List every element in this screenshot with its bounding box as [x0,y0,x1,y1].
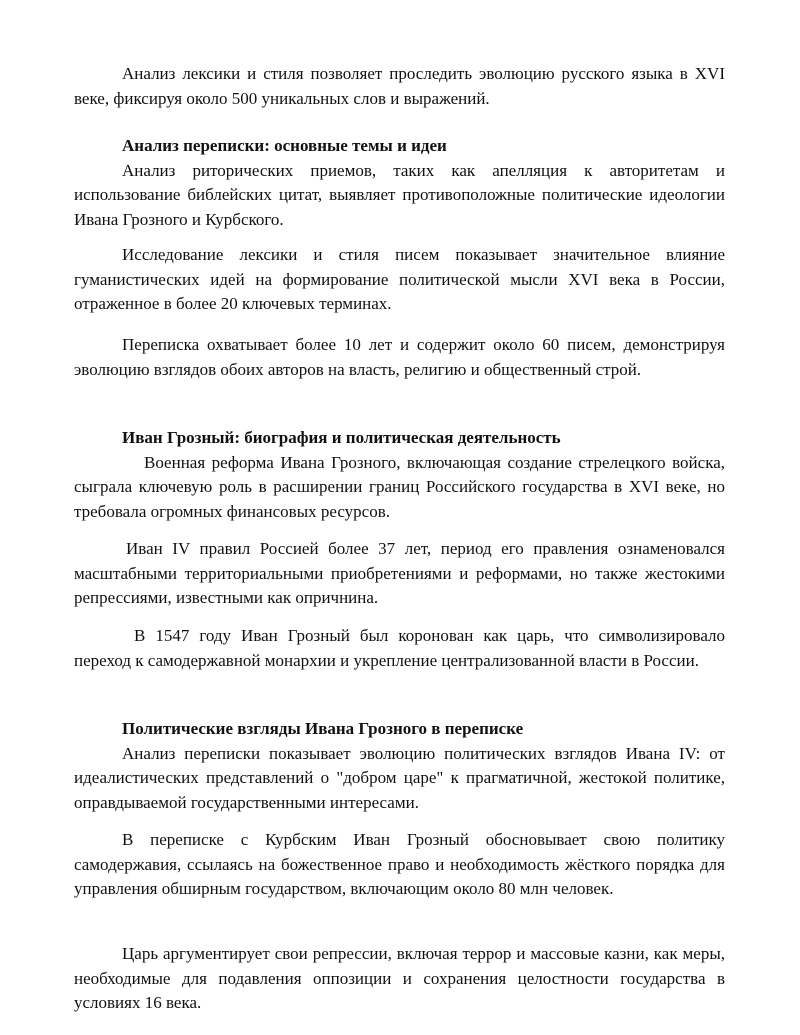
paragraph-autocracy-justification: В переписке с Курбским Иван Грозный обосновывает свою политику самодержавия, ссылаясь на божественное право и необходимость жёсткого порядка для управления обширным государством, включающим около 80 млн человек. [74,830,725,898]
section-correspondence-themes [74,134,725,232]
paragraph-humanism-influence: Исследование лексики и стиля писем показывает значительное влияние гуманистических идей на формирование политической мысли XVI века в России, отраженное в более 20 ключевых терминах. [74,245,725,313]
paragraph-correspondence-scope: Переписка охватывает более 10 лет и содержит около 60 писем, демонстрируя эволюцию взглядов обоих авторов на власть, религию и общественный строй. [74,335,725,379]
section-political-views [74,717,725,815]
section-heading-correspondence-themes: Анализ переписки: основные темы и идеи [122,136,447,155]
paragraph-repressions-block [74,942,725,1016]
paragraph-reign-overview: Иван IV правил Россией более 37 лет, период его правления ознаменовался масштабными территориальными приобретениями и реформами, но также жестокими репрессиями, известными как опричнина. [74,539,725,607]
paragraph-coronation: В 1547 году Иван Грозный был коронован как царь, что символизировало переход к самодержавной монархии и укрепление централизованной власти в России. [74,626,725,670]
paragraph-military-reform: Военная реформа Ивана Грозного, включающая создание стрелецкого войска, сыграла ключевую роль в расширении границ Российского государства в XVI веке, но требовала огромных финансовых ресурсов. [74,452,725,521]
paragraph-rhetoric-analysis: Анализ риторических приемов, таких как апелляция к авторитетам и использование библейских цитат, выявляет противоположные политические идеологии Ивана Грозного и Курбского. [74,160,725,229]
paragraph-autocracy-block [74,828,725,902]
paragraph-lexicon-analysis-block [74,62,725,111]
paragraph-reign-block [74,537,725,611]
section-biography [74,426,725,524]
paragraph-coronation-block [74,624,725,673]
paragraph-lexicon-analysis: Анализ лексики и стиля позволяет проследить эволюцию русского языка в XVI веке, фиксируя около 500 уникальных слов и выражений. [74,64,725,108]
paragraph-humanism-block [74,243,725,317]
paragraph-views-evolution: Анализ переписки показывает эволюцию политических взглядов Ивана IV: от идеалистических представлений о "добром царе" к прагматичной, жестокой политике, оправдываемой государственными интересами. [74,743,725,812]
paragraph-correspondence-scope-block [74,333,725,382]
section-heading-biography: Иван Грозный: биография и политическая деятельность [122,428,561,447]
paragraph-repressions: Царь аргументирует свои репрессии, включая террор и массовые казни, как меры, необходимые для подавления оппозиции и сохранения целостности государства в условиях 16 века. [74,944,725,1012]
section-heading-political-views: Политические взгляды Ивана Грозного в переписке [122,719,524,738]
